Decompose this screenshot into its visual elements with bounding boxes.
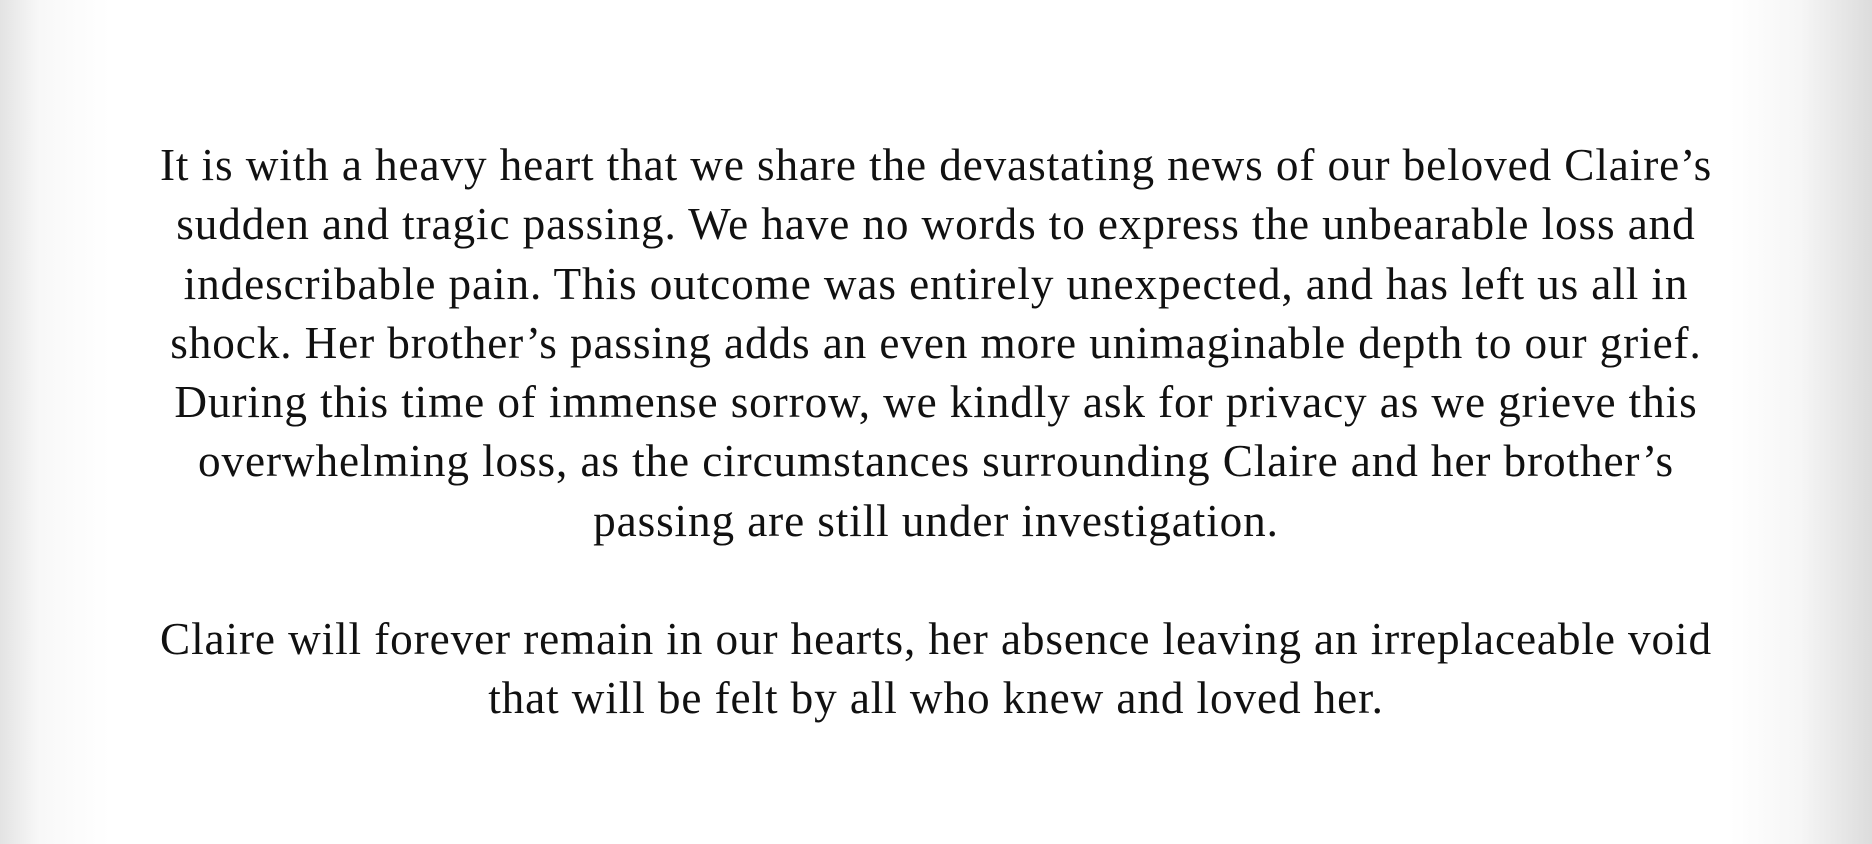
statement-text-block [0,136,1872,729]
text-line: During this time of immense sorrow, we kindly ask for privacy as we grieve this [174,377,1698,428]
text-line: shock. Her brother’s passing adds an even more unimaginable depth to our grief. [170,317,1702,368]
text-line: overwhelming loss, as the circumstances surrounding Claire and her brother’s [197,436,1675,487]
text-line: passing are still under investigation. [593,495,1279,546]
paragraph-spacer [0,551,1872,610]
statement-paragraph-2 [0,610,1872,729]
text-line: It is with a heavy heart that we share the devastating news of our beloved Claire’s [159,140,1713,190]
text-line: that will be felt by all who knew and loved her. [488,673,1384,724]
text-line: indescribable pain. This outcome was entirely unexpected, and has left us all in [183,258,1689,309]
text-line: sudden and tragic passing. We have no words to express the unbearable loss and [176,199,1696,250]
text-line: Claire will forever remain in our hearts, her absence leaving an irreplaceable void [160,614,1712,665]
statement-paragraph-1 [0,136,1872,551]
